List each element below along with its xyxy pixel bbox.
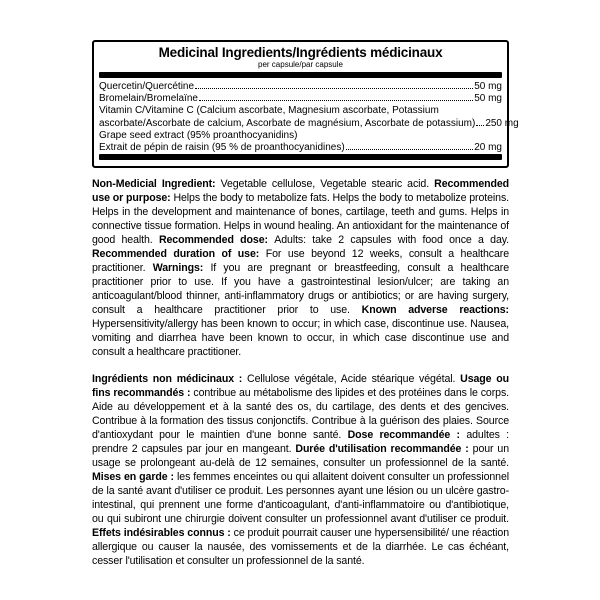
ingredient-amount: 250 mg [485,117,519,129]
bold-lead-in: Dose recommandée : [347,429,467,441]
bold-lead-in: Mises en garde : [92,471,178,483]
paragraph-text: Helps the body to metabolize fats. Helps the body to metabolize proteins. Helps in the development and maintenance of bones, cartilage, teeth and gums. Helps in connective tissue formation. Helps in wound healing. An antioxidant for the maintenance of good health. [92,192,509,246]
ingredient-name: ascorbate/Ascorbate de calcium, Ascorbate de magnésium, Ascorbate de potassium) [99,117,476,129]
ingredient-line [99,117,519,130]
bold-lead-in: Durée d'utilisation recommandée : [295,443,473,455]
paragraph-text: ce produit pourrait causer une hypersensibilité/ une réaction allergique ou causer la nausée, des vomissements et de la diarrhée. Le cas échéant, cesser l'utilisation et consulter un professionnel de la santé. [92,527,509,567]
ingredient-amount: 50 mg [474,93,502,105]
ingredient-amount: 50 mg [474,80,502,92]
ingredient-name: Grape seed extract (95% proanthocyanidins) [99,129,298,141]
bold-lead-in: Recommended dose: [158,234,275,246]
divider-bar-bottom [99,154,502,160]
panel-subtitle: per capsule/par capsule [258,60,343,69]
panel-title: Medicinal Ingredients/Ingrédients médicinaux [158,45,443,60]
bold-lead-in: Recommended duration of use: [92,248,266,260]
english-paragraph [92,177,509,359]
bold-lead-in: Known adverse reactions: [361,304,509,316]
ingredient-name: Quercetin/Quercétine [99,80,195,92]
ingredient-line [99,130,502,142]
medicinal-ingredients-panel [92,40,519,168]
ingredient-name: Extrait de pépin de raisin (95 % de proanthocyanidines) [99,141,345,153]
bold-lead-in: Recommended use or purpose: [92,178,510,204]
paragraph-text: adultes : prendre 2 capsules par jour en mangeant. [92,429,509,455]
bold-lead-in: Warnings: [152,262,211,274]
dotted-leader [476,125,484,126]
bold-lead-in: Ingrédients non médicinaux : [92,373,248,385]
paragraph-text: Cellulose végétale, Acide stéarique végétal. [247,373,461,385]
paragraph-text: Vegetable cellulose, Vegetable stearic acid. [220,178,435,190]
paragraph-text: pour un usage se prolongeant au-delà de 12 semaines, consulter un professionnel de la santé. [92,443,510,469]
dotted-leader [346,149,474,150]
paragraph-text: Adults: take 2 capsules with food once a day. [274,234,510,246]
ingredient-line [99,142,502,154]
paragraph-text: For use beyond 12 weeks, consult a healthcare practitioner. [92,248,509,274]
ingredient-line [99,81,502,93]
dotted-leader [199,100,473,101]
bold-lead-in: Non-Medicial Ingredient: [92,178,221,190]
bold-lead-in: Effets indésirables connus : [92,527,234,539]
divider-bar-top [99,72,502,78]
bold-lead-in: Usage ou fins recommandés : [92,373,510,399]
paragraph-text: Hypersensitivity/allergy has been known to occur; in which case, discontinue use. Nausea, vomiting and diarrhea have been known to occur, in which case discontinue use and consult a healthcare practitioner. [92,318,509,358]
ingredient-line [99,105,502,117]
paragraph-text: If you are pregnant or breastfeeding, consult a healthcare practitioner prior to use. If you have a gastrointestinal lesion/ulcer; are taking an anticoagulant/blood thinner, anti-inflammatory drugs or antibiotics; or are having surgery, consult a healthcare practitioner prior to use. [92,262,510,316]
ingredient-list [98,80,519,154]
ingredient-line [99,93,502,105]
paragraph-text: les femmes enceintes ou qui allaitent doivent consulter un professionnel de la santé avant d'utiliser ce produit. Les personnes ayant une lésion ou un ulcère gastro-intestinal, qui prennent une forme d'anticoagulant, d'anti-inflammatoire ou d'antibiotique, ou qui subiront une chirurgie doivent consulter un professionnel avant d'utiliser ce produit. [92,471,509,525]
ingredient-name: Vitamin C/Vitamine C (Calcium ascorbate, Magnesium ascorbate, Potassium [99,105,439,117]
label-body-text [92,177,509,581]
ingredient-amount: 20 mg [474,141,502,153]
ingredient-name: Bromelain/Bromelaïne [99,93,198,105]
french-paragraph [92,372,509,568]
paragraph-text: contribue au métabolisme des lipides et des protéines dans le corps. Aide au développement et à la santé des os, du cartilage, des dents et des gencives. Contribue à la formation des tissus conjonctifs. Contribue à la guérison des plaies. Source d'antioxydant pour le maintien d'une bonne santé. [92,387,509,441]
dotted-leader [195,88,473,89]
